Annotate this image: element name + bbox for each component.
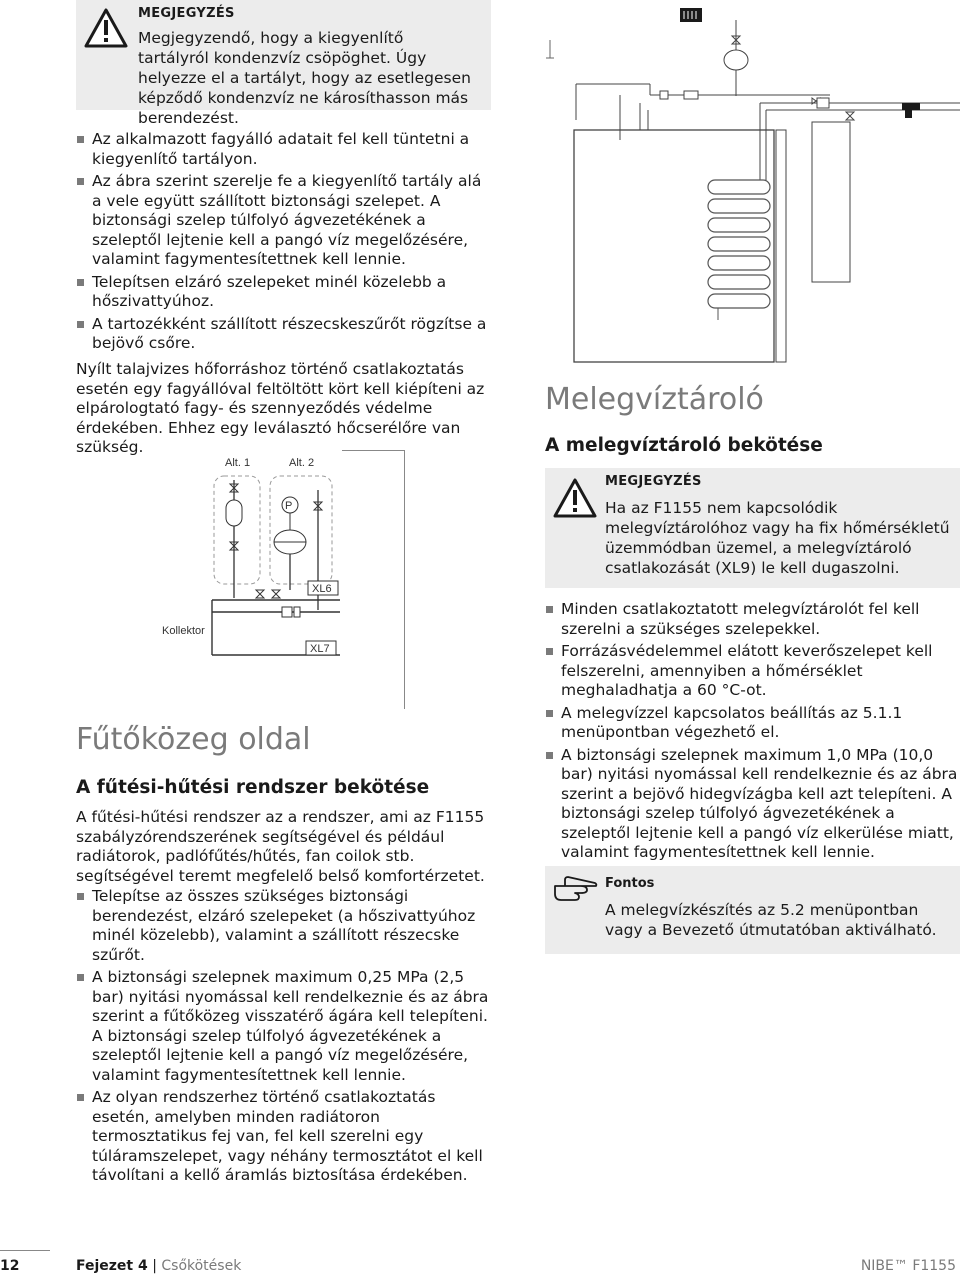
- list-item: Az alkalmazott fagyálló adatait fel kell tüntetni a kiegyenlítő tartályon.: [76, 130, 488, 169]
- page-number: 12: [0, 1258, 20, 1274]
- hot-water-tank: [574, 130, 774, 362]
- alt1-label: Alt. 1: [225, 457, 251, 469]
- alt2-frame: [270, 476, 332, 584]
- xl6-label: XL6: [312, 583, 332, 595]
- pointing-hand-icon: [551, 874, 599, 904]
- note-heading: MEGJEGYZÉS: [138, 6, 235, 21]
- chapter-title: Csőkötések: [161, 1258, 242, 1274]
- subsection-title-heating: A fűtési-hűtési rendszer bekötése: [76, 777, 430, 798]
- chapter-separator: |: [152, 1258, 157, 1274]
- list-item: A tartozékként szállított részecskeszűrőt rögzítse a bejövő csőre.: [76, 315, 488, 354]
- list-item: A biztonsági szelepnek maximum 1,0 MPa (10,0 bar) nyitási nyomással kell rendelkeznie és az ábra szerint a bejövő hidegvízágba kell azt telepíteni. A biztonsági szelep túlfolyó ágvezetékének a szeleptől lejtenie kell a pangó víz elkerülése miatt, valamint fagymentesítettnek kell lennie.: [545, 746, 960, 863]
- section-title-hot-water: Melegvíztároló: [545, 382, 764, 417]
- list-item: Az ábra szerint szerelje fe a kiegyenlítő tartály alá a vele együtt szállított biztonsági szelepet. A biztonsági szelep túlfolyó ágvezetékének a szeleptől lejtenie kell a pangó víz megelőzésére, valamint fagymentesítettnek kell lennie.: [76, 172, 488, 270]
- list-item: Az olyan rendszerhez történő csatlakoztatás esetén, amelyben minden radiátoron termosztatikus fej van, fel kell szerelni egy túláramszelepet, vagy néhány termosztátot el kell távolítani a kellő áramlás biztosítása érdekében.: [76, 1088, 494, 1186]
- list-item: Telepítse az összes szükséges biztonsági berendezést, elzáró szelepeket (a hőszivattyúhoz minél közelebb), valamint a szállított részecske szűrőt.: [76, 887, 494, 965]
- p-label: P: [285, 500, 293, 512]
- bullet-list-bottom: [76, 887, 494, 1189]
- note-text: Ha az F1155 nem kapcsolódik melegvíztárolóhoz vagy ha fix hőmérsékletű üzemmódban üzemel, a melegvíztároló csatlakozását (XL9) le kell dugaszolni.: [605, 499, 950, 577]
- side-tank: [812, 122, 850, 282]
- important-box: [545, 866, 960, 954]
- note-heading: MEGJEGYZÉS: [605, 474, 702, 489]
- important-text: A melegvízkészítés az 5.2 menüpontban vagy a Bevezető útmutatóban aktiválható.: [605, 901, 937, 939]
- expansion-vessel-icon: [724, 50, 748, 70]
- kollektor-label: Kollektor: [162, 625, 205, 637]
- warning-icon: [84, 8, 128, 48]
- important-heading: Fontos: [605, 876, 655, 891]
- list-item: Minden csatlakoztatott melegvíztárolót fel kell szerelni a szükséges szelepekkel.: [545, 600, 960, 639]
- list-item: Forrázásvédelemmel elátott keverőszelepet kell felszerelni, amennyiben a hőmérséklet meghaladhatja a 60 °C-ot.: [545, 642, 960, 701]
- list-item: A melegvízzel kapcsolatos beállítás az 5.1.1 menüpontban végezhető el.: [545, 704, 960, 743]
- footer-chapter: [76, 1258, 241, 1274]
- alt2-label: Alt. 2: [289, 457, 315, 469]
- note-text: Megjegyzendő, hogy a kiegyenlítő tartályról kondenzvíz csöpöghet. Úgy helyezze el a tartályt, hogy az esetlegesen képződő kondenzvíz ne károsíthasson más berendezést.: [138, 29, 471, 127]
- list-item: Telepítsen elzáró szelepeket minél közelebb a hőszivattyúhoz.: [76, 273, 488, 312]
- list-item: A biztonsági szelepnek maximum 0,25 MPa (2,5 bar) nyitási nyomással kell rendelkeznie és az ábra szerint a fűtőközeg visszatérő ágára kell telepíteni. A biztonsági szelep túlfolyó ágvezetékének a szeleptől lejtenie kell a pangó víz megelőzésére, valamint fagymentesítettnek kell lennie.: [76, 968, 494, 1085]
- expansion-tank-icon: [226, 500, 242, 526]
- chapter-label: Fejezet 4: [76, 1258, 148, 1274]
- radiator-icon: [680, 8, 702, 22]
- paragraph-heating: A fűtési-hűtési rendszer az a rendszer, ami az F1155 szabályzórendszerének segítségével és például radiátorok, padlófűtés/hűtés, fan coilok stb. segítségével teremt megfelelő belső komfortérzetet.: [76, 808, 485, 885]
- bullet-list-top: [76, 130, 488, 357]
- note-box-right: [545, 468, 960, 588]
- footer-brand: NIBE™ F1155: [860, 1258, 956, 1274]
- subsection-title-hot-water: A melegvíztároló bekötése: [545, 435, 823, 456]
- bullet-list-right: [545, 600, 960, 866]
- heat-pump-outline: [342, 450, 405, 709]
- heating-coil: [708, 180, 770, 308]
- hot-water-tank-diagram: [530, 0, 960, 370]
- note-box-left: [76, 0, 491, 127]
- warning-icon: [553, 478, 597, 518]
- section-title-heating: Fűtőközeg oldal: [76, 722, 311, 757]
- xl7-label: XL7: [310, 643, 330, 655]
- paragraph-open-groundwater: Nyílt talajvizes hőforráshoz történő csatlakoztatás esetén egy fagyállóval feltöltött kört kell kiépíteni az elpárologtató fagy- és szennyeződés védelme érdekében. Ehhez egy leválasztó hőcserélőre van szükség.: [76, 360, 485, 456]
